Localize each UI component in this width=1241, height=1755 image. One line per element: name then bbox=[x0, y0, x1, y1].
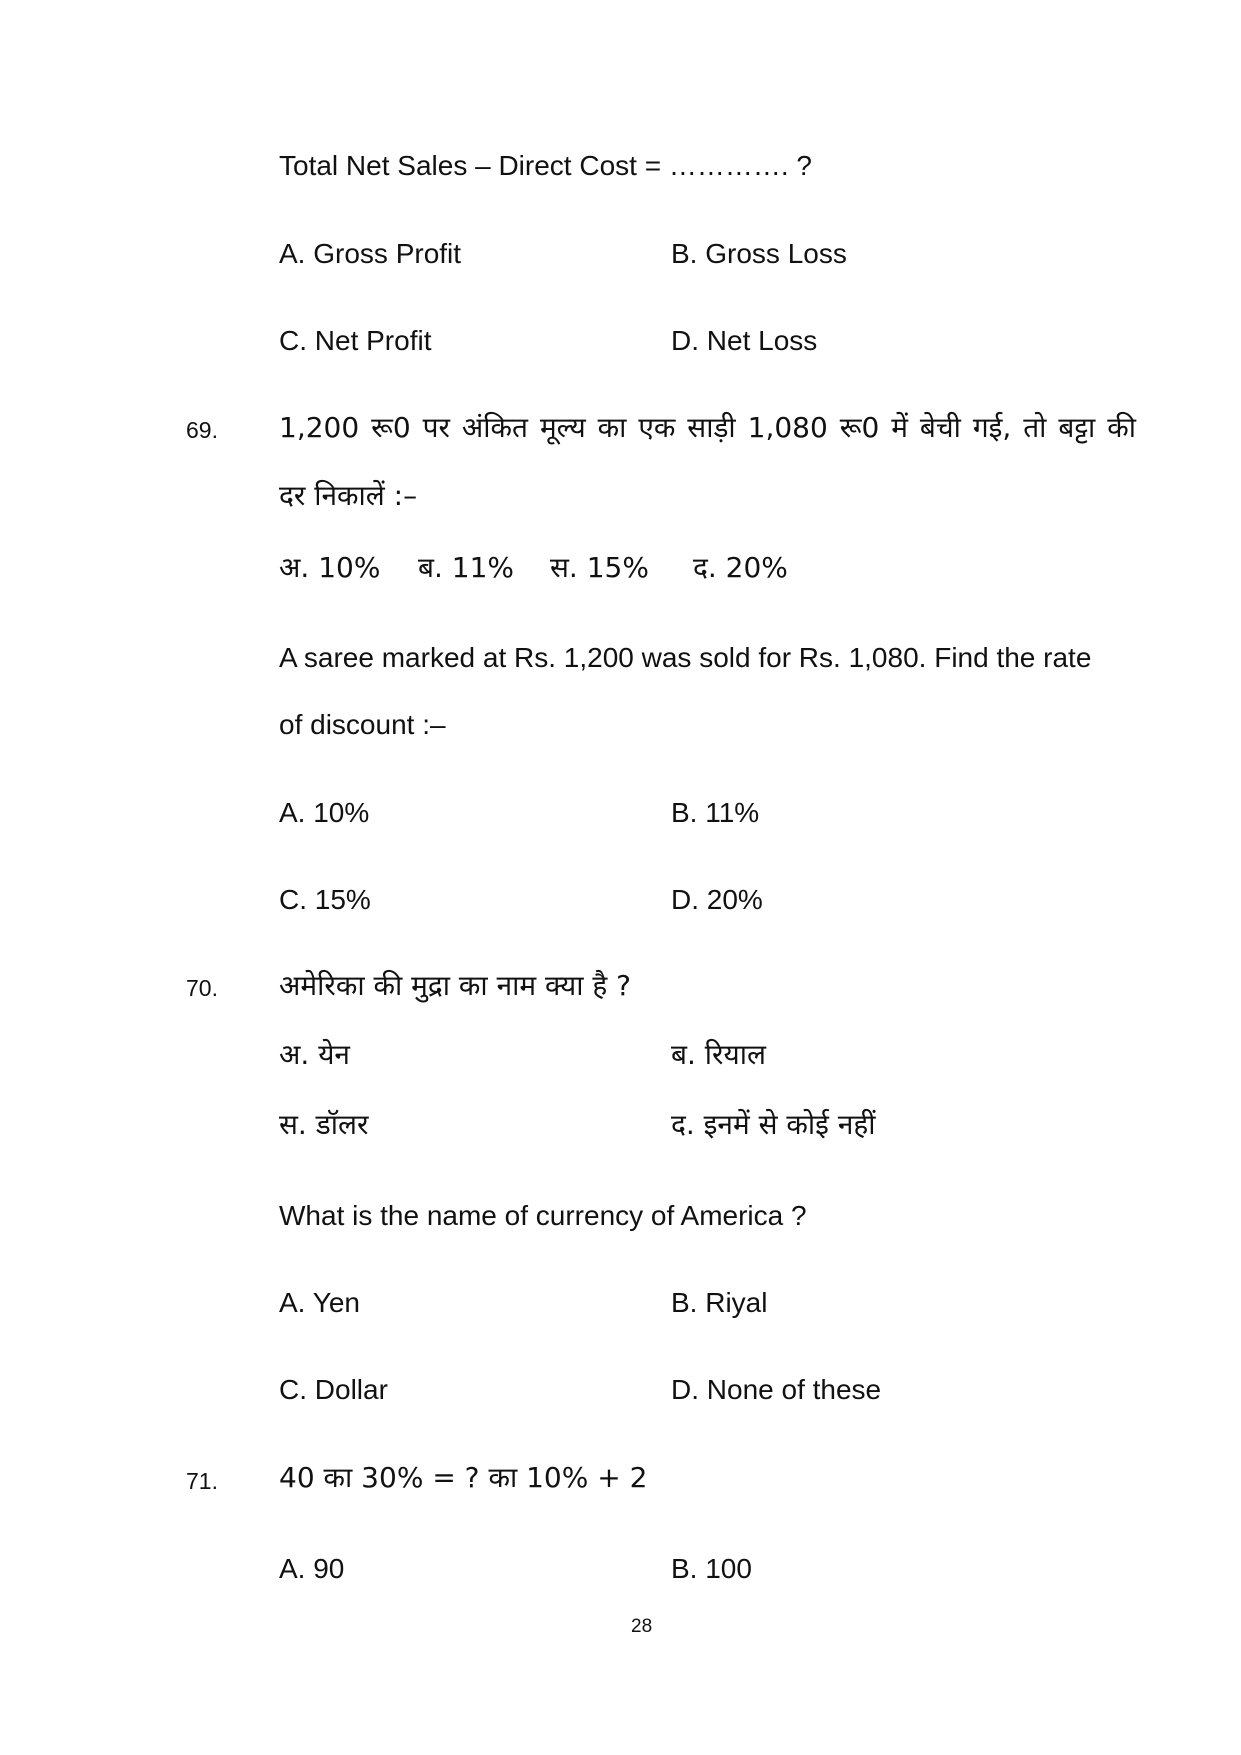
q70-option-b: B. Riyal bbox=[671, 1287, 768, 1318]
q69-number: 69. bbox=[186, 417, 218, 443]
q71-option-b: B. 100 bbox=[671, 1553, 752, 1584]
q68-option-d: D. Net Loss bbox=[671, 325, 818, 356]
q69-question-english-line2: of discount :– bbox=[279, 709, 446, 740]
page-number: 28 bbox=[631, 1616, 653, 1637]
q70-option-d: D. None of these bbox=[671, 1374, 882, 1405]
q68-option-b: B. Gross Loss bbox=[671, 238, 847, 269]
q69-question-hindi-line2: दर निकालें :– bbox=[279, 479, 418, 512]
q69-option-d: D. 20% bbox=[671, 884, 763, 915]
q69-option-c: C. 15% bbox=[279, 884, 371, 915]
q70-option-hindi-d: द. इनमें से कोई नहीं bbox=[671, 1108, 876, 1141]
q70-option-a: A. Yen bbox=[279, 1287, 360, 1318]
q70-option-hindi-b: ब. रियाल bbox=[671, 1038, 766, 1071]
q70-option-c: C. Dollar bbox=[279, 1374, 388, 1405]
q68-option-c: C. Net Profit bbox=[279, 325, 432, 356]
q71-number: 71. bbox=[186, 1468, 218, 1494]
q69-option-a: A. 10% bbox=[279, 797, 370, 828]
q69-option-hindi-d: द. 20% bbox=[693, 551, 788, 584]
q69-option-hindi-a: अ. 10% bbox=[279, 551, 381, 584]
q70-question-hindi: अमेरिका की मुद्रा का नाम क्या है ? bbox=[279, 969, 632, 1002]
q70-option-hindi-c: स. डॉलर bbox=[279, 1108, 369, 1141]
q70-option-hindi-a: अ. येन bbox=[279, 1038, 350, 1071]
q68-question: Total Net Sales – Direct Cost = …………. ? bbox=[279, 150, 812, 181]
q71-option-a: A. 90 bbox=[279, 1553, 345, 1584]
q69-question-english-line1: A saree marked at Rs. 1,200 was sold for Rs. 1,080. Find the rate bbox=[279, 642, 1092, 673]
q69-question-hindi-line1: 1,200 रू0 पर अंकित मूल्य का एक साड़ी 1,080 रू0 में बेची गई, तो बट्टा की bbox=[279, 411, 1136, 444]
q71-question-hindi: 40 का 30% = ? का 10% + 2 bbox=[279, 1461, 648, 1494]
q70-number: 70. bbox=[186, 975, 218, 1001]
q69-option-hindi-c: स. 15% bbox=[550, 551, 649, 584]
q68-option-a: A. Gross Profit bbox=[279, 238, 462, 269]
q69-option-hindi-b: ब. 11% bbox=[418, 551, 515, 584]
q69-option-b: B. 11% bbox=[671, 797, 760, 828]
q70-question-english: What is the name of currency of America ? bbox=[279, 1200, 807, 1231]
